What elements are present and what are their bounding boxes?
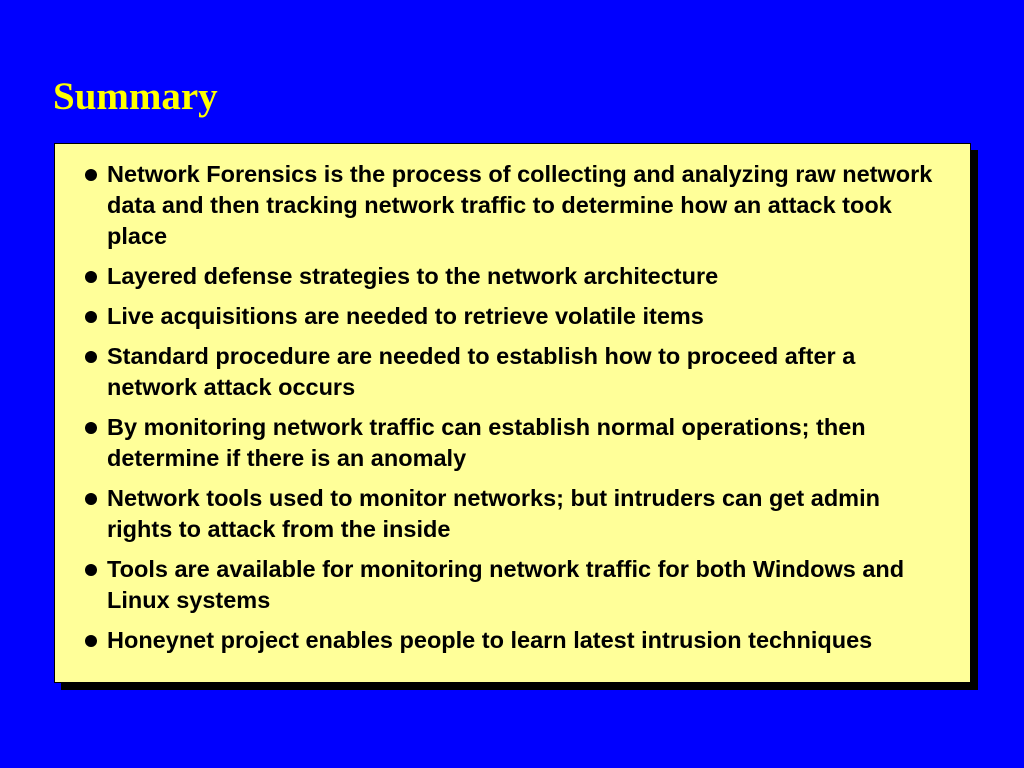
bullet-dot-icon [85,271,97,283]
bullet-text: By monitoring network traffic can establish normal operations; then determine if there is an anomaly [107,414,866,471]
bullet-text: Network tools used to monitor networks; but intruders can get admin rights to attack from the inside [107,485,880,542]
bullet-text: Layered defense strategies to the network architecture [107,263,719,289]
bullet-item [82,412,942,474]
bullet-item [82,301,942,332]
bullet-item [82,554,942,616]
bullet-text: Honeynet project enables people to learn latest intrusion techniques [107,627,873,653]
bullet-text: Live acquisitions are needed to retrieve volatile items [107,303,704,329]
bullet-item [82,625,942,656]
bullet-dot-icon [85,311,97,323]
bullet-text: Network Forensics is the process of collecting and analyzing raw network data and then tracking network traffic to determine how an attack took place [107,161,933,249]
slide-title: Summary [53,75,218,118]
bullet-text: Standard procedure are needed to establish how to proceed after a network attack occurs [107,343,856,400]
bullet-dot-icon [85,564,97,576]
bullet-dot-icon [85,422,97,434]
bullet-dot-icon [85,493,97,505]
bullet-dot-icon [85,635,97,647]
bullet-text: Tools are available for monitoring network traffic for both Windows and Linux systems [107,556,905,613]
bullet-item [82,261,942,292]
bullet-dot-icon [85,169,97,181]
bullet-dot-icon [85,351,97,363]
bullet-item [82,341,942,403]
bullet-item [82,483,942,545]
bullet-item [82,159,942,252]
bullet-list [82,159,942,665]
